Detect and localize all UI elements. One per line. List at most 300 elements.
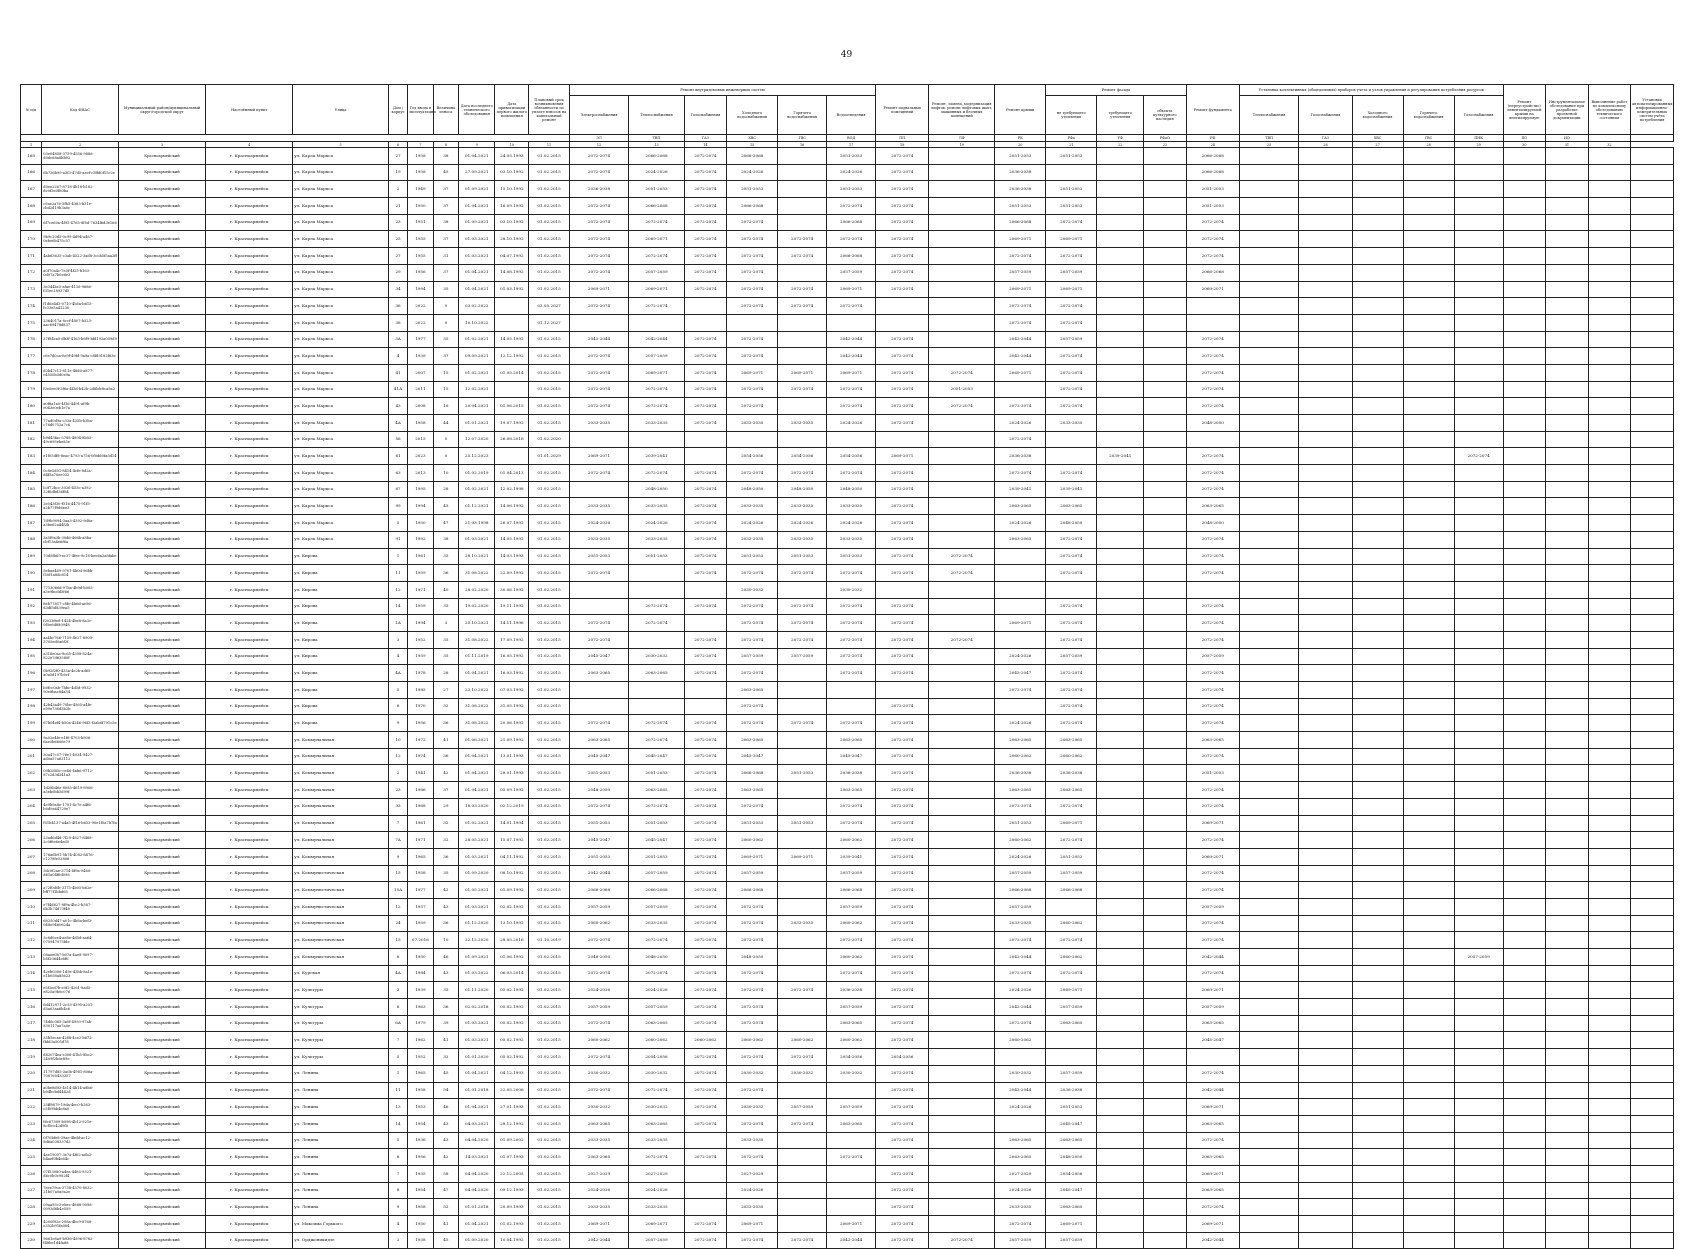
municipality: Красноармейский <box>118 1132 205 1149</box>
repair-period-cell <box>1588 448 1631 465</box>
repair-period-cell: 2072-2074 <box>684 1115 727 1132</box>
repair-period-cell <box>1588 1165 1631 1182</box>
table-row <box>21 1199 1674 1216</box>
house-number: 12 <box>389 581 408 598</box>
repair-period-cell <box>1588 1015 1631 1032</box>
repair-period-cell: 2072-2074 <box>684 631 727 648</box>
deadline-date: 01.02.2015 <box>529 698 569 715</box>
repair-period-cell: 2072-2074 <box>569 1015 629 1032</box>
repair-period-cell <box>1403 181 1454 198</box>
repair-period-cell <box>929 1065 995 1082</box>
house-number: 91 <box>389 531 408 548</box>
repair-period-cell <box>1352 498 1403 515</box>
house-number: 6 <box>389 698 408 715</box>
repair-period-cell <box>1403 281 1454 298</box>
repair-period-cell <box>1546 465 1589 482</box>
repair-period-cell: 2072-2074 <box>727 631 778 648</box>
repair-period-cell <box>1144 765 1187 782</box>
repair-period-cell: 2072-2074 <box>727 715 778 732</box>
repair-period-cell: 2042-2044 <box>569 1232 629 1249</box>
repair-period-cell <box>1588 1149 1631 1166</box>
repair-period-cell: 2066-2068 <box>1186 164 1239 181</box>
repair-period-cell: 2072-2074 <box>778 248 827 265</box>
repair-period-cell: 2072-2074 <box>1046 682 1097 699</box>
repair-period-cell <box>995 381 1046 398</box>
repair-period-cell: 2057-2059 <box>995 1232 1046 1249</box>
repair-period-cell: 2033-2035 <box>629 915 684 932</box>
repair-period-cell: 2042-2044 <box>995 1082 1046 1099</box>
row-number: 229 <box>21 1216 42 1233</box>
repair-period-cell <box>1454 1199 1503 1216</box>
repair-period-cell <box>1299 181 1352 198</box>
privatization-date: 22.09.1992 <box>495 565 529 582</box>
municipality: Красноармейский <box>118 915 205 932</box>
repair-period-cell: 2072-2074 <box>684 465 727 482</box>
repair-period-cell <box>1546 698 1589 715</box>
repair-period-cell <box>1299 214 1352 231</box>
repair-period-cell: 2063-2065 <box>1046 732 1097 749</box>
repair-period-cell <box>778 1182 827 1199</box>
fias-code: e7f4d627-8f9a-4bc2-b587-6b3b74d73f48 <box>42 898 119 915</box>
survey-date: 01.04.2021 <box>459 1065 495 1082</box>
repair-period-cell <box>1546 481 1589 498</box>
privatization-date: 26.07.1992 <box>495 515 529 532</box>
street-name: ул. Кирова <box>293 581 389 598</box>
repair-period-cell: 2072-2074 <box>629 598 684 615</box>
repair-period-cell <box>1454 565 1503 582</box>
repair-period-cell: 2072-2074 <box>1046 965 1097 982</box>
settlement: г. Красноармейск <box>206 965 293 982</box>
privatization-date: 20.09.1993 <box>495 1199 529 1216</box>
table-header <box>21 85 1674 148</box>
street-name: ул. Карла Маркса <box>293 481 389 498</box>
privatization-date: 19.11.1992 <box>495 598 529 615</box>
repair-period-cell: 2072-2074 <box>684 164 727 181</box>
repair-period-cell <box>1503 815 1546 832</box>
repair-period-cell: 2051-2053 <box>995 815 1046 832</box>
repair-period-cell: 2039-2041 <box>629 448 684 465</box>
settlement: г. Красноармейск <box>206 665 293 682</box>
municipality: Красноармейский <box>118 1065 205 1082</box>
repair-period-cell <box>1631 448 1674 465</box>
fias-code: 0b92f2f0-435a-4e2b-ad65-a0a5d197b0cf <box>42 665 119 682</box>
privatization-date: 02.12.2019 <box>495 798 529 815</box>
repair-period-cell <box>1546 1082 1589 1099</box>
year-built: 1958 <box>408 148 434 165</box>
repair-period-cell <box>1046 164 1097 181</box>
repair-period-cell <box>1454 782 1503 799</box>
fias-code: 77ad0d9a-c33a-435b-b3ba-c76d0752a7c6 <box>42 415 119 432</box>
repair-period-cell: 2039-2041 <box>1046 481 1097 498</box>
repair-period-cell: 2057-2059 <box>629 348 684 365</box>
repair-period-cell <box>1403 865 1454 882</box>
repair-period-cell <box>778 198 827 215</box>
col-house-header: Дом / корпус <box>389 85 408 135</box>
repair-period-cell <box>778 431 827 448</box>
repair-period-cell <box>1299 915 1352 932</box>
repair-period-cell: 2051-2053 <box>1046 198 1097 215</box>
repair-period-cell <box>1352 898 1403 915</box>
repair-period-cell <box>684 1165 727 1182</box>
fias-code: 67b04ef4-b50a-4246-96f3-f2ab6f791c5e <box>42 715 119 732</box>
repair-period-cell <box>1546 932 1589 949</box>
year-built: 1956 <box>408 1149 434 1166</box>
municipality: Красноармейский <box>118 431 205 448</box>
table-row <box>21 398 1674 415</box>
repair-period-cell <box>1352 515 1403 532</box>
settlement: г. Красноармейск <box>206 1015 293 1032</box>
settlement: г. Красноармейск <box>206 531 293 548</box>
street-name: ул. Коммунальная <box>293 815 389 832</box>
street-name: ул. Ленина <box>293 1165 389 1182</box>
wear-percent: 36 <box>433 748 459 765</box>
municipality: Красноармейский <box>118 565 205 582</box>
repair-period-cell: 2072-2074 <box>684 1065 727 1082</box>
repair-period-cell: 2072-2074 <box>876 1165 929 1182</box>
repair-period-cell <box>1631 932 1674 949</box>
repair-period-cell <box>1588 732 1631 749</box>
repair-period-cell: 2036-2038 <box>995 164 1046 181</box>
repair-period-cell <box>1144 348 1187 365</box>
deadline-date: 01.02.2015 <box>529 798 569 815</box>
row-number: 214 <box>21 965 42 982</box>
survey-date: 01.11.2020 <box>459 982 495 999</box>
repair-period-cell: 2072-2074 <box>1046 548 1097 565</box>
repair-period-cell <box>1046 431 1097 448</box>
privatization-date: 28.12.1992 <box>495 1115 529 1132</box>
repair-period-cell: 2057-2059 <box>569 999 629 1016</box>
repair-period-cell: 2072-2074 <box>629 1082 684 1099</box>
repair-period-cell <box>1503 515 1546 532</box>
privatization-date: 21.09.1992 <box>495 732 529 749</box>
settlement: г. Красноармейск <box>206 898 293 915</box>
repair-period-cell: 2033-2035 <box>569 415 629 432</box>
repair-period-cell: 2072-2074 <box>1186 548 1239 565</box>
fias-code: b3f72bcc-3026-455c-a392-22f6dbd36f84 <box>42 481 119 498</box>
repair-period-cell: 2063-2065 <box>629 665 684 682</box>
repair-period-cell: 2072-2074 <box>569 214 629 231</box>
repair-period-cell: 2069-2071 <box>827 364 876 381</box>
deadline-date: 01.02.2015 <box>529 481 569 498</box>
wear-percent: 15 <box>433 381 459 398</box>
deadline-date: 01.02.2015 <box>529 1199 569 1216</box>
repair-period-cell <box>1403 198 1454 215</box>
repair-period-cell: 2072-2074 <box>684 665 727 682</box>
survey-date: 01.03.2021 <box>459 231 495 248</box>
repair-period-cell <box>1299 348 1352 365</box>
privatization-date: 14.11.1996 <box>495 615 529 632</box>
municipality: Красноармейский <box>118 682 205 699</box>
repair-period-cell <box>1546 798 1589 815</box>
repair-period-cell <box>1454 264 1503 281</box>
row-number: 205 <box>21 815 42 832</box>
repair-period-cell: 2072-2074 <box>1186 615 1239 632</box>
privatization-date: 28.05.2016 <box>495 932 529 949</box>
municipality: Красноармейский <box>118 832 205 849</box>
municipality: Красноармейский <box>118 982 205 999</box>
repair-period-cell <box>1454 648 1503 665</box>
repair-period-cell <box>1239 1015 1299 1032</box>
table-row <box>21 1082 1674 1099</box>
house-number: 11 <box>389 1082 408 1099</box>
municipality: Красноармейский <box>118 732 205 749</box>
repair-period-cell: 2060-2062 <box>629 1032 684 1049</box>
repair-period-cell: 2033-2035 <box>778 915 827 932</box>
survey-date: 01.04.2021 <box>459 1216 495 1233</box>
repair-period-cell: 2057-2059 <box>629 898 684 915</box>
repair-period-cell <box>1097 698 1144 715</box>
repair-period-cell: 2072-2074 <box>876 1032 929 1049</box>
repair-period-cell <box>1239 1032 1299 1049</box>
repair-period-cell <box>1239 848 1299 865</box>
repair-period-cell: 2033-2035 <box>778 498 827 515</box>
col-municipality-header: Муниципальный район/муниципальный округ/городской округ <box>118 85 205 135</box>
repair-period-cell: 2072-2074 <box>778 631 827 648</box>
repair-period-cell <box>929 1015 995 1032</box>
repair-period-cell <box>1403 1099 1454 1116</box>
repair-period-cell <box>1588 214 1631 231</box>
col-insulation-header: Ремонт (переустройство) невентилируемой крыши на вентилируемую <box>1503 85 1546 135</box>
deadline-date: 01.02.2015 <box>529 1165 569 1182</box>
repair-period-cell <box>1144 415 1187 432</box>
repair-period-cell: 2024-2026 <box>995 715 1046 732</box>
repair-period-cell <box>1239 548 1299 565</box>
repair-period-cell <box>1097 548 1144 565</box>
repair-period-cell: 2072-2074 <box>1186 565 1239 582</box>
repair-period-cell: 2072-2074 <box>684 231 727 248</box>
repair-period-cell <box>1503 164 1546 181</box>
repair-period-cell <box>1631 748 1674 765</box>
repair-period-cell <box>1144 531 1187 548</box>
repair-period-cell <box>1631 298 1674 315</box>
column-number: 13 <box>629 142 684 148</box>
repair-period-cell: 2030-2032 <box>629 1065 684 1082</box>
street-name: ул. Ленина <box>293 1099 389 1116</box>
year-built: 1952 <box>408 631 434 648</box>
repair-period-cell: 2072-2074 <box>778 231 827 248</box>
wear-percent: 29 <box>433 798 459 815</box>
repair-period-cell <box>1239 1132 1299 1149</box>
repair-period-cell: 2072-2074 <box>827 648 876 665</box>
repair-period-cell: 2072-2074 <box>1186 531 1239 548</box>
repair-period-cell: 2072-2074 <box>569 164 629 181</box>
repair-period-cell <box>1454 231 1503 248</box>
repair-period-cell: 2045-2047 <box>569 748 629 765</box>
repair-period-cell <box>1588 982 1631 999</box>
repair-period-cell <box>1588 965 1631 982</box>
repair-period-cell: 2054-2056 <box>1046 1165 1097 1182</box>
repair-period-cell <box>1403 1082 1454 1099</box>
survey-date: 27.09.2021 <box>459 164 495 181</box>
col-year-header: Год ввода в эксплуатацию <box>408 85 434 135</box>
repair-period-cell <box>1631 214 1674 231</box>
repair-period-cell <box>1239 982 1299 999</box>
repair-period-cell <box>1239 732 1299 749</box>
repair-period-cell <box>1546 431 1589 448</box>
settlement: г. Красноармейск <box>206 415 293 432</box>
table-row <box>21 682 1674 699</box>
settlement: г. Красноармейск <box>206 982 293 999</box>
repair-period-cell <box>1454 1099 1503 1116</box>
repair-period-cell: 2072-2074 <box>684 982 727 999</box>
wear-percent: 45 <box>433 1232 459 1249</box>
house-number: 8 <box>389 949 408 966</box>
deadline-date: 01.02.2015 <box>529 1049 569 1066</box>
street-name: ул. Ленина <box>293 1082 389 1099</box>
privatization-date: 15.07.1992 <box>495 832 529 849</box>
repair-period-cell <box>929 782 995 799</box>
year-built: 1950 <box>408 1216 434 1233</box>
survey-date: 01.02.2021 <box>459 364 495 381</box>
repair-period-cell <box>1631 665 1674 682</box>
repair-period-cell: 2072-2074 <box>684 915 727 932</box>
repair-period-cell <box>1097 1216 1144 1233</box>
repair-period-cell <box>778 331 827 348</box>
repair-period-cell <box>1239 431 1299 448</box>
repair-period-cell: 2042-2044 <box>1186 949 1239 966</box>
year-built: 1974 <box>408 748 434 765</box>
repair-period-cell <box>929 832 995 849</box>
table-row <box>21 431 1674 448</box>
repair-period-cell <box>1046 1032 1097 1049</box>
deadline-date: 01.02.2015 <box>529 381 569 398</box>
repair-period-cell: 2072-2074 <box>827 615 876 632</box>
repair-period-cell <box>1503 1032 1546 1049</box>
repair-period-cell <box>1454 498 1503 515</box>
repair-period-cell <box>1403 615 1454 632</box>
repair-period-cell: 2063-2065 <box>1186 732 1239 749</box>
street-name: ул. Ленина <box>293 1132 389 1149</box>
repair-period-cell: 2072-2074 <box>684 1015 727 1032</box>
repair-period-cell <box>1546 748 1589 765</box>
settlement: г. Красноармейск <box>206 331 293 348</box>
repair-period-cell <box>1299 198 1352 215</box>
repair-period-cell: 2072-2074 <box>1186 748 1239 765</box>
repair-period-cell: 2072-2074 <box>629 298 684 315</box>
repair-period-cell: 2072-2074 <box>778 1232 827 1249</box>
repair-period-cell <box>1631 498 1674 515</box>
code-cell: ПО <box>1503 135 1546 142</box>
house-number: 4 <box>389 348 408 365</box>
fias-code: a0be8d93-4c14-4b14-a8b6-b04bcbd4442d <box>42 1082 119 1099</box>
repair-period-cell <box>1588 765 1631 782</box>
survey-date: 01.02.2021 <box>459 331 495 348</box>
repair-period-cell <box>1239 1232 1299 1249</box>
row-number: 202 <box>21 765 42 782</box>
repair-period-cell: 2048-2050 <box>569 949 629 966</box>
settlement: г. Красноармейск <box>206 1216 293 1233</box>
fias-code: 4ae19097-3e7a-4f62-a6b3-b4aef0b4e64c <box>42 1149 119 1166</box>
col-works-header: Выполнение работ по комплексному обследованию технического состояния <box>1588 85 1631 135</box>
street-name: ул. Карла Маркса <box>293 364 389 381</box>
year-built: 1952 <box>408 1049 434 1066</box>
repair-period-cell: 2048-2050 <box>629 481 684 498</box>
survey-date: 22.12.2020 <box>459 932 495 949</box>
repair-period-cell: 2066-2068 <box>995 214 1046 231</box>
repair-period-cell: 2072-2074 <box>727 1082 778 1099</box>
row-number: 206 <box>21 832 42 849</box>
repair-period-cell <box>929 898 995 915</box>
repair-period-cell <box>929 965 995 982</box>
table-row <box>21 248 1674 265</box>
repair-period-cell: 2072-2074 <box>727 932 778 949</box>
repair-period-cell <box>929 1149 995 1166</box>
repair-period-cell: 2051-2053 <box>1186 198 1239 215</box>
fias-code: f1d6e4d3-0710-4b5a-b615-fc33e5a41230 <box>42 298 119 315</box>
fias-code: f01b4137-a4a5-4f16-b653-90e1f0a7b7fa <box>42 815 119 832</box>
house-number: 5 <box>389 1132 408 1149</box>
wear-percent: 35 <box>433 548 459 565</box>
repair-period-cell <box>827 431 876 448</box>
repair-period-cell <box>1403 264 1454 281</box>
repair-period-cell: 2069-2071 <box>995 615 1046 632</box>
repair-period-cell: 2072-2074 <box>778 465 827 482</box>
repair-period-cell: 2072-2074 <box>929 565 995 582</box>
repair-period-cell: 2069-2071 <box>569 448 629 465</box>
repair-period-cell: 2072-2074 <box>684 1149 727 1166</box>
repair-period-cell <box>1239 348 1299 365</box>
repair-period-cell <box>1454 581 1503 598</box>
privatization-date: 20.06.1992 <box>495 715 529 732</box>
table-row <box>21 531 1674 548</box>
table-row <box>21 581 1674 598</box>
row-number: 193 <box>21 615 42 632</box>
repair-period-cell: 2072-2074 <box>876 999 929 1016</box>
settlement: г. Красноармейск <box>206 1232 293 1249</box>
house-number: 1А <box>389 615 408 632</box>
table-row <box>21 1132 1674 1149</box>
repair-period-cell <box>778 782 827 799</box>
repair-period-cell <box>1454 1015 1503 1032</box>
repair-period-cell: 2057-2059 <box>995 865 1046 882</box>
repair-period-cell <box>684 314 727 331</box>
col-u-sewer-header: Водоотведения <box>827 96 876 135</box>
repair-period-cell: 2057-2059 <box>1454 949 1503 966</box>
repair-period-cell <box>1454 1232 1503 1249</box>
repair-period-cell: 2057-2059 <box>569 898 629 915</box>
settlement: г. Красноармейск <box>206 465 293 482</box>
repair-period-cell <box>1631 1149 1674 1166</box>
table-row <box>21 898 1674 915</box>
repair-period-cell: 2057-2059 <box>827 898 876 915</box>
repair-period-cell <box>1299 381 1352 398</box>
repair-period-cell <box>1299 598 1352 615</box>
survey-date: 19.02.2020 <box>459 598 495 615</box>
fias-code: 9a02e4fe-e1f6-4705-b906-6ae5b6606e79 <box>42 732 119 749</box>
municipality: Красноармейский <box>118 181 205 198</box>
repair-period-cell: 2027-2029 <box>569 1165 629 1182</box>
row-number: 165 <box>21 148 42 165</box>
house-number: 9 <box>389 848 408 865</box>
repair-period-cell <box>1546 198 1589 215</box>
repair-period-cell <box>1631 949 1674 966</box>
repair-period-cell <box>1631 248 1674 265</box>
municipality: Красноармейский <box>118 164 205 181</box>
repair-period-cell <box>1588 481 1631 498</box>
code-cell: ТВП <box>629 135 684 142</box>
repair-period-cell: 2072-2074 <box>876 949 929 966</box>
repair-period-cell: 2072-2074 <box>778 565 827 582</box>
repair-period-cell: 2072-2074 <box>995 431 1046 448</box>
repair-period-cell: 2072-2074 <box>876 882 929 899</box>
repair-period-cell <box>1097 1232 1144 1249</box>
repair-period-cell: 2072-2074 <box>995 682 1046 699</box>
repair-period-cell <box>1352 598 1403 615</box>
privatization-date: 05.09.1992 <box>495 782 529 799</box>
wear-percent: 3 <box>433 615 459 632</box>
survey-date: 04.04.2020 <box>459 1182 495 1199</box>
repair-period-cell <box>778 214 827 231</box>
